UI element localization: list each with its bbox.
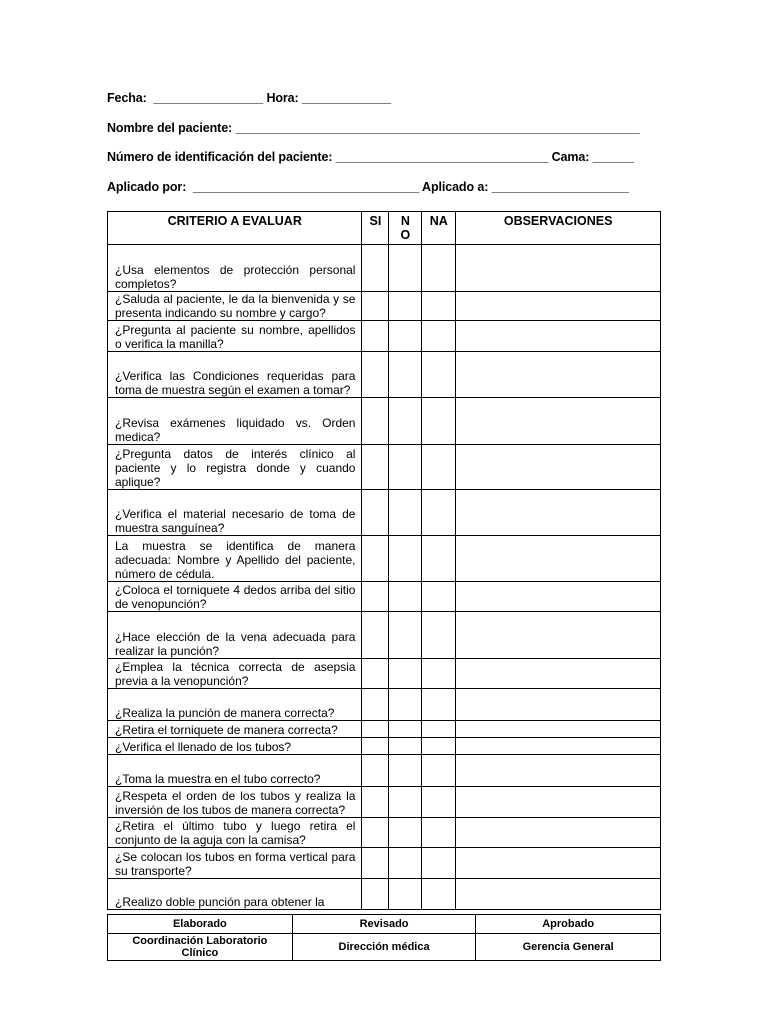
no-cell[interactable]	[389, 490, 422, 536]
criterion-text: ¿Toma la muestra en el tubo correcto?	[108, 755, 362, 787]
footer-revisado-value: Dirección médica	[292, 934, 476, 961]
observation-cell[interactable]	[456, 292, 661, 321]
na-cell[interactable]	[422, 689, 456, 721]
table-row	[108, 582, 661, 612]
criterion-text: ¿Coloca el torniquete 4 dedos arriba del sitio de venopunción?	[108, 582, 362, 612]
si-cell[interactable]	[362, 292, 389, 321]
si-cell[interactable]	[362, 536, 389, 582]
observation-cell[interactable]	[456, 582, 661, 612]
si-cell[interactable]	[362, 398, 389, 445]
observation-cell[interactable]	[456, 879, 661, 910]
date-time-line: Fecha: ________________ Hora: _____________	[107, 91, 392, 105]
na-cell[interactable]	[422, 738, 456, 755]
na-cell[interactable]	[422, 879, 456, 910]
criterion-text: ¿Respeta el orden de los tubos y realiza la inversión de los tubos de manera correcta?	[108, 787, 362, 818]
criterion-text: ¿Realiza la punción de manera correcta?	[108, 689, 362, 721]
si-cell[interactable]	[362, 445, 389, 490]
si-cell[interactable]	[362, 245, 389, 292]
observation-cell[interactable]	[456, 352, 661, 398]
criterion-text: ¿Verifica el material necesario de toma de muestra sanguínea?	[108, 490, 362, 536]
observation-cell[interactable]	[456, 321, 661, 352]
si-cell[interactable]	[362, 787, 389, 818]
criterion-text: ¿Usa elementos de protección personal completos?	[108, 245, 362, 292]
no-cell[interactable]	[389, 818, 422, 848]
table-row	[108, 689, 661, 721]
na-cell[interactable]	[422, 659, 456, 689]
criterion-text: ¿Verifica las Condiciones requeridas para toma de muestra según el examen a tomar?	[108, 352, 362, 398]
no-cell[interactable]	[389, 879, 422, 910]
table-row	[108, 787, 661, 818]
si-cell[interactable]	[362, 659, 389, 689]
na-cell[interactable]	[422, 536, 456, 582]
na-cell[interactable]	[422, 490, 456, 536]
no-cell[interactable]	[389, 445, 422, 490]
si-cell[interactable]	[362, 612, 389, 659]
na-cell[interactable]	[422, 612, 456, 659]
criterion-text: ¿Realizo doble punción para obtener la	[108, 879, 362, 910]
footer-elaborado-value: Coordinación Laboratorio Clínico	[108, 934, 293, 961]
col-criterio: CRITERIO A EVALUAR	[108, 212, 362, 245]
table-row	[108, 659, 661, 689]
table-row	[108, 848, 661, 879]
na-cell[interactable]	[422, 848, 456, 879]
no-cell[interactable]	[389, 755, 422, 787]
na-cell[interactable]	[422, 321, 456, 352]
col-observaciones: OBSERVACIONES	[456, 212, 661, 245]
table-row	[108, 292, 661, 321]
si-cell[interactable]	[362, 879, 389, 910]
na-cell[interactable]	[422, 582, 456, 612]
table-row	[108, 445, 661, 490]
si-cell[interactable]	[362, 321, 389, 352]
evaluation-table	[107, 211, 661, 910]
col-no: N O	[389, 212, 422, 245]
table-row	[108, 738, 661, 755]
criterion-text: ¿Saluda al paciente, le da la bienvenida y se presenta indicando su nombre y cargo?	[108, 292, 362, 321]
table-row	[108, 245, 661, 292]
observation-cell[interactable]	[456, 818, 661, 848]
observation-cell[interactable]	[456, 659, 661, 689]
no-cell[interactable]	[389, 848, 422, 879]
table-row	[108, 536, 661, 582]
si-cell[interactable]	[362, 738, 389, 755]
approval-footer-table	[107, 914, 661, 961]
no-cell[interactable]	[389, 292, 422, 321]
observation-cell[interactable]	[456, 848, 661, 879]
si-cell[interactable]	[362, 848, 389, 879]
patient-name-line: Nombre del paciente: ___________________________________________________________	[107, 121, 640, 135]
criterion-text: ¿Retira el torniquete de manera correcta?	[108, 721, 362, 738]
observation-cell[interactable]	[456, 612, 661, 659]
observation-cell[interactable]	[456, 689, 661, 721]
criterion-text: La muestra se identifica de manera adecuada: Nombre y Apellido del paciente, número de cédula.	[108, 536, 362, 582]
table-row	[108, 490, 661, 536]
si-cell[interactable]	[362, 818, 389, 848]
applied-by-line: Aplicado por: _________________________________ Aplicado a: ____________________	[107, 180, 629, 194]
criterion-text: ¿Pregunta datos de interés clínico al paciente y lo registra donde y cuando aplique?	[108, 445, 362, 490]
na-cell[interactable]	[422, 445, 456, 490]
no-cell[interactable]	[389, 352, 422, 398]
observation-cell[interactable]	[456, 787, 661, 818]
observation-cell[interactable]	[456, 245, 661, 292]
col-si: SI	[362, 212, 389, 245]
table-header-row	[108, 212, 661, 245]
table-row	[108, 879, 661, 910]
table-row	[108, 612, 661, 659]
no-cell[interactable]	[389, 582, 422, 612]
criterion-text: ¿Revisa exámenes liquidado vs. Orden medica?	[108, 398, 362, 445]
observation-cell[interactable]	[456, 738, 661, 755]
footer-aprobado-value: Gerencia General	[476, 934, 661, 961]
no-cell[interactable]	[389, 659, 422, 689]
na-cell[interactable]	[422, 787, 456, 818]
criterion-text: ¿Se colocan los tubos en forma vertical para su transporte?	[108, 848, 362, 879]
no-cell[interactable]	[389, 398, 422, 445]
footer-revisado-label: Revisado	[292, 915, 476, 934]
no-cell[interactable]	[389, 536, 422, 582]
si-cell[interactable]	[362, 582, 389, 612]
observation-cell[interactable]	[456, 721, 661, 738]
no-cell[interactable]	[389, 689, 422, 721]
observation-cell[interactable]	[456, 755, 661, 787]
si-cell[interactable]	[362, 721, 389, 738]
table-row	[108, 398, 661, 445]
criterion-text: ¿Pregunta al paciente su nombre, apellidos o verifica la manilla?	[108, 321, 362, 352]
si-cell[interactable]	[362, 352, 389, 398]
criterion-text: ¿Verifica el llenado de los tubos?	[108, 738, 362, 755]
no-cell[interactable]	[389, 787, 422, 818]
si-cell[interactable]	[362, 689, 389, 721]
no-cell[interactable]	[389, 321, 422, 352]
na-cell[interactable]	[422, 721, 456, 738]
col-na: NA	[422, 212, 456, 245]
no-cell[interactable]	[389, 738, 422, 755]
no-cell[interactable]	[389, 721, 422, 738]
na-cell[interactable]	[422, 818, 456, 848]
criterion-text: ¿Emplea la técnica correcta de asepsia previa a la venopunción?	[108, 659, 362, 689]
observation-cell[interactable]	[456, 445, 661, 490]
observation-cell[interactable]	[456, 490, 661, 536]
na-cell[interactable]	[422, 398, 456, 445]
observation-cell[interactable]	[456, 398, 661, 445]
na-cell[interactable]	[422, 245, 456, 292]
table-row	[108, 755, 661, 787]
table-row	[108, 352, 661, 398]
observation-cell[interactable]	[456, 536, 661, 582]
si-cell[interactable]	[362, 755, 389, 787]
table-row	[108, 721, 661, 738]
no-cell[interactable]	[389, 245, 422, 292]
na-cell[interactable]	[422, 292, 456, 321]
table-row	[108, 321, 661, 352]
criterion-text: ¿Hace elección de la vena adecuada para realizar la punción?	[108, 612, 362, 659]
table-row	[108, 818, 661, 848]
no-cell[interactable]	[389, 612, 422, 659]
si-cell[interactable]	[362, 490, 389, 536]
footer-elaborado-label: Elaborado	[108, 915, 293, 934]
criterion-text: ¿Retira el último tubo y luego retira el conjunto de la aguja con la camisa?	[108, 818, 362, 848]
patient-id-line: Número de identificación del paciente: _______________________________ Cama: ______	[107, 150, 634, 164]
footer-aprobado-label: Aprobado	[476, 915, 661, 934]
na-cell[interactable]	[422, 352, 456, 398]
na-cell[interactable]	[422, 755, 456, 787]
